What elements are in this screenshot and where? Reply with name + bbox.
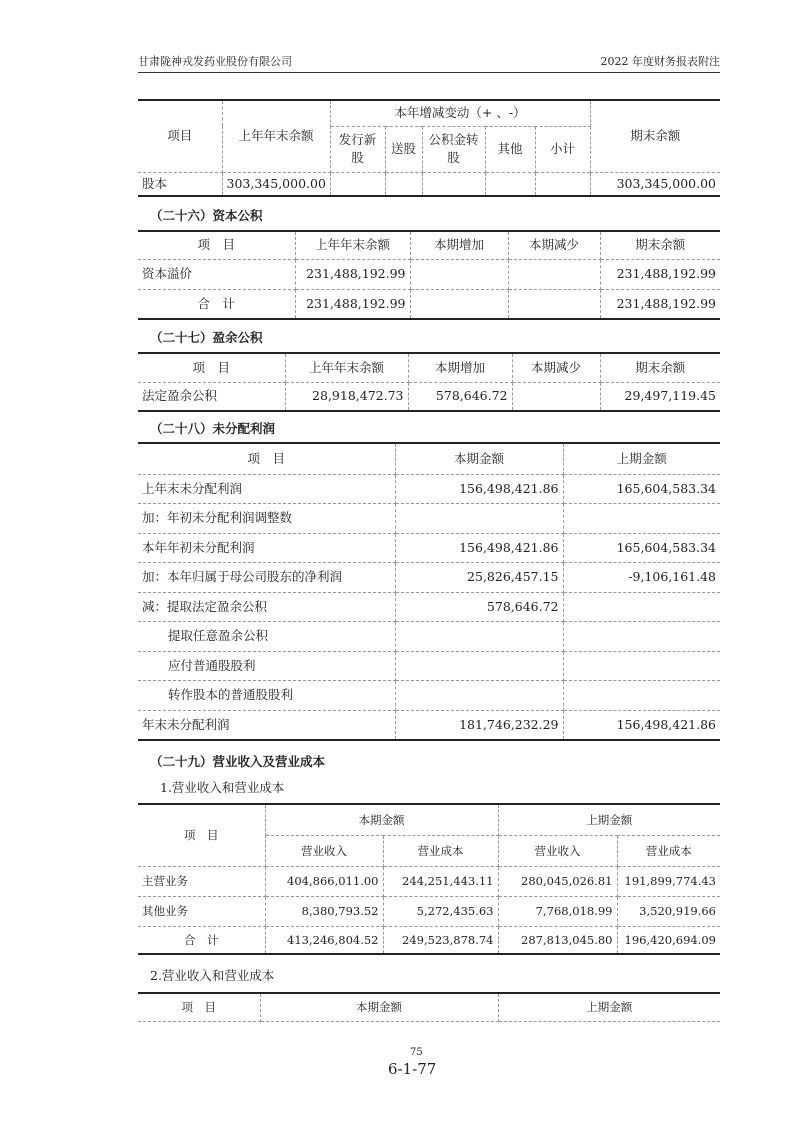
section-28-title: （二十八）未分配利润 xyxy=(150,421,276,436)
table-row xyxy=(138,259,720,289)
table-row xyxy=(138,896,720,926)
column-header: 本期减少 xyxy=(508,231,600,259)
row-label: 合 计 xyxy=(138,926,265,954)
subsection-1-title: 1.营业收入和营业成本 xyxy=(160,780,285,795)
row-label: 合 计 xyxy=(138,289,295,319)
row-value: 191,899,774.43 xyxy=(617,866,720,896)
header-row xyxy=(138,443,720,474)
row-value: 231,488,192.99 xyxy=(600,259,720,289)
row-label: 转作股本的普通股股利 xyxy=(138,681,395,711)
header-current: 本期金额 xyxy=(260,993,498,1021)
row-value: 165,604,583.34 xyxy=(563,533,720,563)
row-item: 股本 xyxy=(138,172,222,196)
surplus-reserve-table xyxy=(138,352,720,412)
row-label: 上年末未分配利润 xyxy=(138,474,395,504)
row-value xyxy=(563,592,720,622)
row-label: 提取任意盈余公积 xyxy=(138,622,395,652)
row-label: 加：年初未分配利润调整数 xyxy=(138,504,395,534)
column-header: 本期增加 xyxy=(410,231,508,259)
column-header: 上期金额 xyxy=(563,443,720,474)
page-number xyxy=(388,1047,437,1078)
row-value: 8,380,793.52 xyxy=(265,896,383,926)
column-header: 本期减少 xyxy=(512,353,600,382)
row-label: 加：本年归属于母公司股东的净利润 xyxy=(138,563,395,593)
header-item: 项目 xyxy=(138,100,222,172)
row-value: 231,488,192.99 xyxy=(295,259,410,289)
row-value: 25,826,457.15 xyxy=(395,563,563,593)
row-value xyxy=(508,289,600,319)
row-value: 156,498,421.86 xyxy=(395,533,563,563)
row-value: 29,497,119.45 xyxy=(600,382,720,411)
row-value xyxy=(563,504,720,534)
header-change-group: 本年增减变动（+ 、-） xyxy=(330,100,590,126)
row-value xyxy=(410,259,508,289)
table-row xyxy=(138,563,720,593)
row-value xyxy=(563,622,720,652)
capital-reserve-table xyxy=(138,230,720,320)
table-row xyxy=(138,504,720,534)
report-title: 2022 年度财务报表附注 xyxy=(600,55,720,68)
header-row xyxy=(138,231,720,259)
row-label: 年末未分配利润 xyxy=(138,710,395,740)
header-current: 本期金额 xyxy=(265,804,498,835)
table-row xyxy=(138,172,720,196)
row-value: 5,272,435.63 xyxy=(383,896,498,926)
header-previous-revenue: 营业收入 xyxy=(498,835,617,866)
row-value: 28,918,472.73 xyxy=(285,382,408,411)
row-value: 156,498,421.86 xyxy=(563,710,720,740)
table-row xyxy=(138,681,720,711)
row-value xyxy=(395,681,563,711)
row-end: 303,345,000.00 xyxy=(590,172,720,196)
table-row xyxy=(138,289,720,319)
header-end: 期末余额 xyxy=(590,100,720,172)
table-row xyxy=(138,382,720,411)
row-value: 156,498,421.86 xyxy=(395,474,563,504)
company-name: 甘肃陇神戎发药业股份有限公司 xyxy=(138,55,292,68)
row-value: 196,420,694.09 xyxy=(617,926,720,954)
row-value xyxy=(395,622,563,652)
revenue-cost-table-2 xyxy=(138,992,720,1022)
undistributed-profit-table xyxy=(138,442,720,741)
row-label: 其他业务 xyxy=(138,896,265,926)
row-value: 181,746,232.29 xyxy=(395,710,563,740)
header-current-cost: 营业成本 xyxy=(383,835,498,866)
header-subtotal: 小计 xyxy=(535,126,590,172)
row-value: 231,488,192.99 xyxy=(600,289,720,319)
row-value: 3,520,919.66 xyxy=(617,896,720,926)
row-value xyxy=(563,681,720,711)
section-27-title: （二十七）盈余公积 xyxy=(150,330,263,345)
table-row xyxy=(138,710,720,740)
header-bonus: 送股 xyxy=(385,126,422,172)
header-new-issue: 发行新股 xyxy=(330,126,385,172)
row-value xyxy=(563,651,720,681)
column-header: 期末余额 xyxy=(600,231,720,259)
row-label: 本年年初未分配利润 xyxy=(138,533,395,563)
row-prev-end: 303,345,000.00 xyxy=(222,172,330,196)
table-row xyxy=(138,533,720,563)
table-row xyxy=(138,592,720,622)
row-value: 244,251,443.11 xyxy=(383,866,498,896)
row-label: 应付普通股股利 xyxy=(138,651,395,681)
table-row xyxy=(138,926,720,954)
row-value xyxy=(395,651,563,681)
header-current-revenue: 营业收入 xyxy=(265,835,383,866)
table-row xyxy=(138,622,720,652)
row-value: 578,646.72 xyxy=(395,592,563,622)
row-value: 165,604,583.34 xyxy=(563,474,720,504)
row-value xyxy=(395,504,563,534)
column-header: 期末余额 xyxy=(600,353,720,382)
row-value: -9,106,161.48 xyxy=(563,563,720,593)
row-value: 7,768,018.99 xyxy=(498,896,617,926)
share-capital-table xyxy=(138,99,720,197)
header-item: 项 目 xyxy=(138,804,265,866)
row-value: 231,488,192.99 xyxy=(295,289,410,319)
row-label: 主营业务 xyxy=(138,866,265,896)
revenue-cost-table xyxy=(138,803,720,955)
row-value: 249,523,878.74 xyxy=(383,926,498,954)
page-number-text: 6-1-77 xyxy=(388,1060,437,1078)
column-header: 上年年末余额 xyxy=(295,231,410,259)
header-row xyxy=(138,353,720,382)
row-value: 404,866,011.00 xyxy=(265,866,383,896)
table-row xyxy=(138,474,720,504)
table-row xyxy=(138,866,720,896)
row-value xyxy=(508,259,600,289)
section-26-title: （二十六）资本公积 xyxy=(150,208,263,223)
header-previous: 上期金额 xyxy=(498,804,720,835)
header-prev-end: 上年年末余额 xyxy=(222,100,330,172)
table-row xyxy=(138,651,720,681)
column-header: 项 目 xyxy=(138,443,395,474)
row-value xyxy=(410,289,508,319)
column-header: 本期增加 xyxy=(408,353,512,382)
row-value xyxy=(512,382,600,411)
row-label: 减：提取法定盈余公积 xyxy=(138,592,395,622)
header-item: 项 目 xyxy=(138,993,260,1021)
page-header xyxy=(138,54,720,73)
row-value: 287,813,045.80 xyxy=(498,926,617,954)
row-value: 413,246,804.52 xyxy=(265,926,383,954)
row-value: 578,646.72 xyxy=(408,382,512,411)
page-number-overprint: 75 xyxy=(410,1047,423,1058)
subsection-2-title: 2.营业收入和营业成本 xyxy=(150,968,275,983)
column-header: 本期金额 xyxy=(395,443,563,474)
row-label: 法定盈余公积 xyxy=(138,382,285,411)
section-29-title: （二十九）营业收入及营业成本 xyxy=(150,754,326,769)
row-value: 280,045,026.81 xyxy=(498,866,617,896)
row-label: 资本溢价 xyxy=(138,259,295,289)
column-header: 上年年末余额 xyxy=(285,353,408,382)
column-header: 项 目 xyxy=(138,353,285,382)
column-header: 项 目 xyxy=(138,231,295,259)
header-reserve-transfer: 公积金转股 xyxy=(422,126,485,172)
header-previous: 上期金额 xyxy=(498,993,720,1021)
header-previous-cost: 营业成本 xyxy=(617,835,720,866)
header-other: 其他 xyxy=(485,126,535,172)
